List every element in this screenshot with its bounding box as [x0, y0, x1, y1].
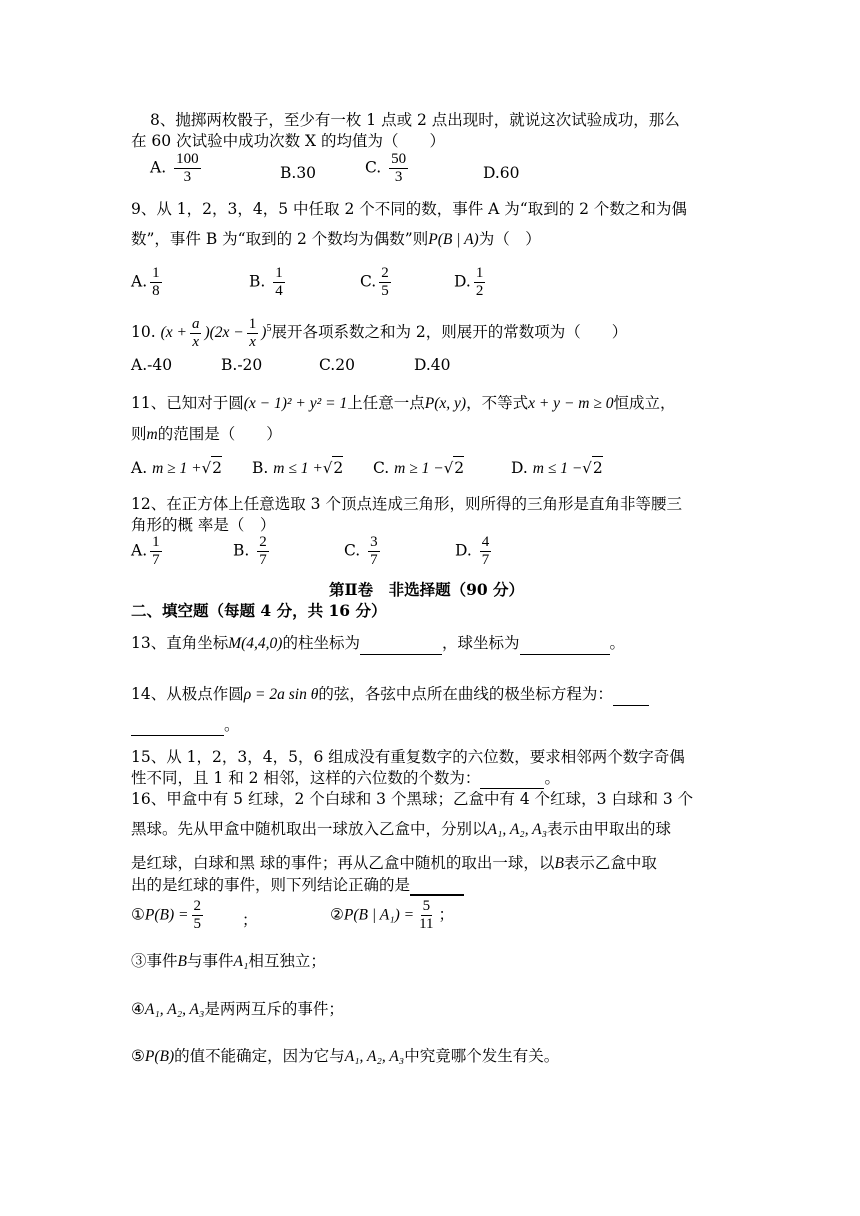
numerator: 1 [475, 265, 484, 281]
q16-statement-3 [131, 950, 326, 973]
option-label: C. [365, 158, 382, 177]
denominator: 3 [183, 169, 192, 185]
denominator: 4 [275, 283, 283, 299]
q11-variable: m [146, 426, 158, 443]
numerator: 2 [193, 898, 201, 914]
statement-event: A₁ [233, 953, 249, 970]
denominator: 5 [381, 283, 389, 299]
q8-option-b: B.30 [280, 164, 317, 182]
option-expression: m ≤ 1 − [532, 460, 583, 477]
option-label: A. [131, 272, 148, 291]
q13-text: 13、直角坐标 [131, 634, 229, 652]
numerator: 2 [381, 265, 389, 281]
q11-circle-equation: (x − 1)² + y² = 1 [243, 395, 348, 412]
option-expression: m ≥ 1 − [394, 460, 444, 477]
q13-text: 的柱坐标为 [282, 634, 360, 652]
q9-option-d [454, 265, 488, 300]
q12-option-a [131, 534, 165, 569]
q16-text: 表示由甲取出的球 [547, 820, 672, 838]
q14-text: 。 [224, 716, 240, 734]
sqrt-icon: √ [322, 459, 333, 477]
q10-text: 展开各项系数之和为 2，则展开的常数项为（ ） [271, 323, 628, 342]
q14-text: 的弦，各弦中点所在曲线的极坐标方程为： [318, 685, 613, 703]
q9-option-c [360, 265, 394, 300]
statement-events: A₁, A₂, A₃ [344, 1048, 405, 1065]
q9-line2-text: 数”，事件 B 为“取到的 2 个数均为偶数”则 [131, 230, 429, 248]
q16-text: 是红球，白球和黑 球的事件；再从乙盒中随机的取出一球，以 [131, 854, 555, 872]
option-label: A. [131, 541, 148, 560]
q14-answer-blank-cont[interactable] [131, 717, 224, 736]
q9-options [131, 265, 631, 309]
q16-separator: ； [438, 905, 455, 924]
q10-options [131, 354, 551, 376]
q9-conditional-prob: P(B | A) [428, 231, 479, 248]
q15-text: 性不同，且 1 和 2 相邻，这样的六位数的个数为： [131, 769, 481, 787]
statement-text: 中究竟哪个发生有关。 [404, 1047, 560, 1065]
denominator: 5 [193, 916, 201, 932]
q12-option-b [233, 534, 272, 569]
q11-text: 的范围是（ ） [157, 425, 282, 443]
option-label: C. [373, 459, 390, 477]
q11-text: 上任意一点 [347, 394, 425, 412]
statement-text: 相互独立； [248, 952, 326, 970]
q9-option-b [249, 265, 288, 300]
statement-text: 是两两互斥的事件； [204, 1000, 344, 1018]
denominator: 7 [259, 552, 267, 568]
statement-number: ① [131, 905, 145, 924]
option-label: B. [252, 459, 269, 477]
numerator: 5 [422, 898, 431, 914]
q8-option-a [150, 151, 204, 186]
q16-statements-1-2 [131, 898, 531, 942]
q10-number: 10. [131, 323, 156, 342]
denominator: 7 [370, 552, 378, 568]
q16-statement-1 [131, 898, 206, 933]
q13-text: ，球坐标为 [442, 634, 520, 652]
q9-line1: 9、从 1，2，3，4，5 中任取 2 个不同的数，事件 A 为“取到的 2 个数之和为偶 [131, 200, 687, 218]
q16-event-b: B [554, 855, 564, 872]
numerator: 1 [152, 534, 160, 550]
q16-answer-blank[interactable] [410, 876, 464, 896]
q13-answer-blank-2[interactable] [520, 636, 610, 655]
radicand: 2 [453, 456, 464, 479]
q11-line1 [131, 392, 676, 415]
q10-option-b: B.-20 [221, 356, 263, 374]
q8-line1: 8、抛掷两枚骰子，至少有一枚 1 点或 2 点出现时，就说这次试验成功，那么 [150, 111, 680, 129]
denominator: 8 [152, 283, 160, 299]
denominator: 3 [394, 169, 403, 185]
sqrt-icon: √ [582, 459, 592, 477]
q10-option-d: D.40 [414, 356, 451, 374]
section2-title: 二、填空题（每题 4 分，共 16 分） [131, 601, 387, 620]
q16-line4 [131, 874, 464, 896]
q11-inequality: x + y − m ≥ 0 [528, 395, 614, 412]
q9-line2-end: 为（ ） [478, 230, 541, 248]
q13-answer-blank-1[interactable] [360, 636, 442, 655]
denominator: 11 [419, 916, 434, 932]
denominator: 7 [152, 552, 160, 568]
q16-statement-2 [330, 898, 454, 933]
q13-line [131, 632, 625, 655]
statement-text: 的值不能确定，因为它与 [174, 1047, 345, 1065]
sqrt-icon: √ [201, 459, 212, 477]
numerator: 3 [370, 534, 378, 550]
q11-option-b [252, 456, 343, 480]
radicand: 2 [332, 456, 343, 479]
q14-text: 14、从极点作圆 [131, 685, 244, 703]
statement-expression: P(B) = [144, 906, 189, 924]
option-label: A. [150, 158, 167, 177]
statement-text: 与事件 [186, 952, 234, 970]
q11-option-c [373, 456, 464, 480]
q11-text: 11、已知对于圆 [131, 394, 244, 412]
numerator: 50 [391, 151, 407, 167]
numerator: 100 [176, 151, 199, 167]
option-label: A. [131, 459, 148, 477]
q12-option-c [344, 534, 383, 569]
q16-text: 黑球。先从甲盒中随机取出一球放入乙盒中，分别以 [131, 820, 488, 838]
q12-line2: 角形的概 率是（ ） [131, 516, 276, 534]
q13-text: 。 [609, 634, 626, 652]
radicand: 2 [211, 456, 222, 479]
statement-event: B [177, 953, 187, 970]
q10-option-a: A.-40 [131, 356, 173, 374]
q8-option-d: D.60 [483, 164, 520, 182]
option-expression: m ≤ 1 + [273, 460, 323, 477]
q15-answer-blank[interactable] [480, 770, 544, 789]
q14-answer-blank[interactable] [613, 687, 649, 706]
option-label: D. [455, 541, 472, 560]
sqrt-icon: √ [443, 459, 454, 477]
q16-line2 [131, 818, 671, 841]
q11-line2 [131, 423, 282, 446]
q16-statement-4 [131, 998, 344, 1021]
statement-events: A₁, A₂, A₃ [144, 1001, 205, 1018]
q16-line3 [131, 852, 657, 875]
q12-option-d [455, 534, 494, 569]
q11-option-d [511, 456, 603, 480]
part2-title: 第Ⅱ卷 非选择题（90 分） [329, 580, 525, 599]
q13-point: M(4,4,0) [228, 635, 283, 652]
q11-option-a [131, 459, 222, 477]
statement-expression: P(B) [144, 1048, 175, 1065]
option-label: B. [249, 272, 266, 291]
q8-option-c [365, 151, 411, 186]
q11-text: 则 [131, 425, 147, 443]
q16-separator: ； [242, 911, 258, 929]
denominator: 7 [481, 552, 490, 568]
q10-line [131, 316, 627, 356]
numerator: 1 [152, 265, 160, 281]
option-label: D. [454, 272, 471, 291]
q14-line1 [131, 683, 649, 706]
q11-options [131, 456, 651, 480]
option-label: D. [511, 459, 528, 477]
denominator: 2 [475, 283, 484, 299]
numerator: 2 [259, 534, 267, 550]
q8-options [150, 151, 520, 195]
statement-number: ④ [131, 1000, 145, 1018]
q16-text: 表示乙盒中取 [563, 854, 657, 872]
statement-expression: P(B | A₁) = [343, 906, 415, 924]
statement-number: ⑤ [131, 1047, 145, 1065]
statement-number: ③事件 [131, 952, 178, 970]
statement-number: ② [330, 905, 344, 924]
q9-option-a [131, 265, 165, 300]
option-label: B. [233, 541, 250, 560]
q9-line2 [131, 228, 541, 251]
option-label: C. [344, 541, 361, 560]
numerator: 4 [481, 534, 490, 550]
q16-line1: 16、甲盒中有 5 红球，2 个白球和 3 个黑球；乙盒中有 4 个红球，3 白球和 3 个 [131, 790, 694, 808]
q11-text: 恒成立， [613, 394, 676, 412]
q16-text: 出的是红球的事件，则下列结论正确的是 [131, 876, 411, 894]
q10-option-c: C.20 [319, 356, 355, 374]
q15-text: 。 [544, 769, 560, 787]
q16-statement-5 [131, 1045, 559, 1068]
q11-point: P(x, y) [424, 395, 467, 412]
q11-text: ，不等式 [466, 394, 529, 412]
q8-line2: 在 60 次试验中成功次数 X 的均值为（ ） [131, 132, 445, 150]
numerator: 1 [275, 265, 283, 281]
option-expression: m ≥ 1 + [152, 460, 202, 477]
q15-line1: 15、从 1，2，3，4，5，6 组成没有重复数字的六位数，要求相邻两个数字奇偶 [131, 748, 685, 766]
q16-events: A₁, A₂, A₃ [487, 821, 548, 838]
q12-options [131, 534, 551, 578]
q14-circle-equation: ρ = 2a sin θ [243, 686, 319, 703]
option-label: C. [360, 272, 377, 291]
radicand: 2 [592, 456, 603, 479]
q10-binomial-expression: (x + $\frac{a}{x}$ )(2x − $\frac{1}{x}$ )$^5$ [160, 316, 272, 350]
q12-line1: 12、在正方体上任意选取 3 个顶点连成三角形，则所得的三角形是直角非等腰三 [131, 495, 682, 513]
q14-line2 [131, 714, 240, 736]
q15-line2 [131, 767, 560, 789]
